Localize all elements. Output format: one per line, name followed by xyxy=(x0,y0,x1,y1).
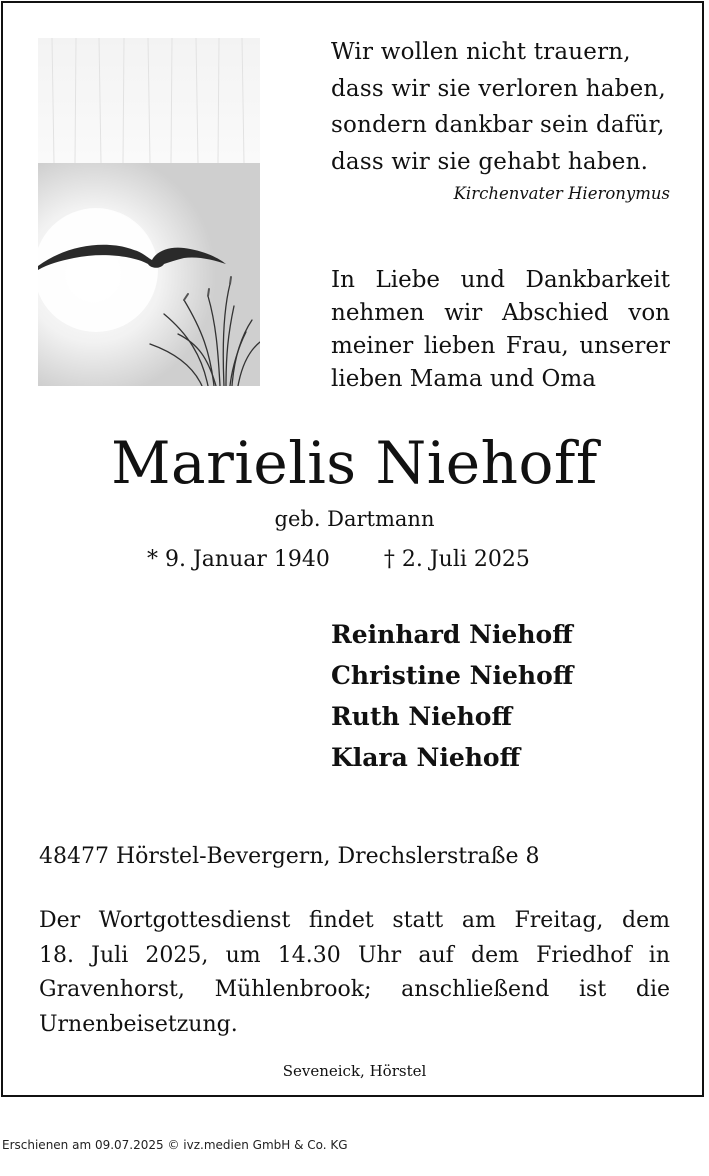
mourner-name: Ruth Niehoff xyxy=(331,702,513,731)
death-date: † 2. Juli 2025 xyxy=(383,547,530,572)
life-dates xyxy=(147,545,530,575)
mourner-name: Reinhard Niehoff xyxy=(331,620,573,649)
poem-line: dass wir sie gehabt haben. xyxy=(331,148,649,175)
birth-name: geb. Dartmann xyxy=(274,507,435,531)
intro-line: nehmen wir Abschied von xyxy=(331,300,670,326)
poem xyxy=(331,34,670,206)
seagull-sunset-illustration xyxy=(38,38,260,386)
intro-line: lieben Mama und Oma xyxy=(331,366,596,392)
birth-date: * 9. Januar 1940 xyxy=(147,547,330,572)
service-notice xyxy=(39,904,670,1042)
poem-author: Kirchenvater Hieronymus xyxy=(453,184,670,203)
mourner-name: Christine Niehoff xyxy=(331,661,574,690)
deceased-name: Marielis Niehoff xyxy=(111,429,598,497)
publication-footer: Erschienen am 09.07.2025 © ivz.medien GmbH & Co. KG xyxy=(2,1138,348,1152)
mourners-list xyxy=(331,614,573,778)
service-line: 18. Juli 2025, um 14.30 Uhr auf dem Friedhof in xyxy=(39,942,670,968)
mourner-name: Klara Niehoff xyxy=(331,743,521,772)
farewell-intro xyxy=(331,264,670,396)
service-line: Gravenhorst, Mühlenbrook; anschließend ist die xyxy=(39,977,670,1002)
intro-line: In Liebe und Dankbarkeit xyxy=(331,267,670,293)
service-line: Der Wortgottesdienst findet statt am Freitag, dem xyxy=(39,908,670,933)
poem-line: Wir wollen nicht trauern, xyxy=(331,39,631,65)
funeral-home-imprint: Seveneick, Hörstel xyxy=(282,1062,427,1080)
service-line: Urnenbeisetzung. xyxy=(39,1011,238,1037)
poem-line: dass wir sie verloren haben, xyxy=(331,75,666,102)
family-address: 48477 Hörstel-Bevergern, Drechslerstraße 8 xyxy=(39,844,540,869)
poem-line: sondern dankbar sein dafür, xyxy=(331,112,665,138)
intro-line: meiner lieben Frau, unserer xyxy=(331,333,670,359)
